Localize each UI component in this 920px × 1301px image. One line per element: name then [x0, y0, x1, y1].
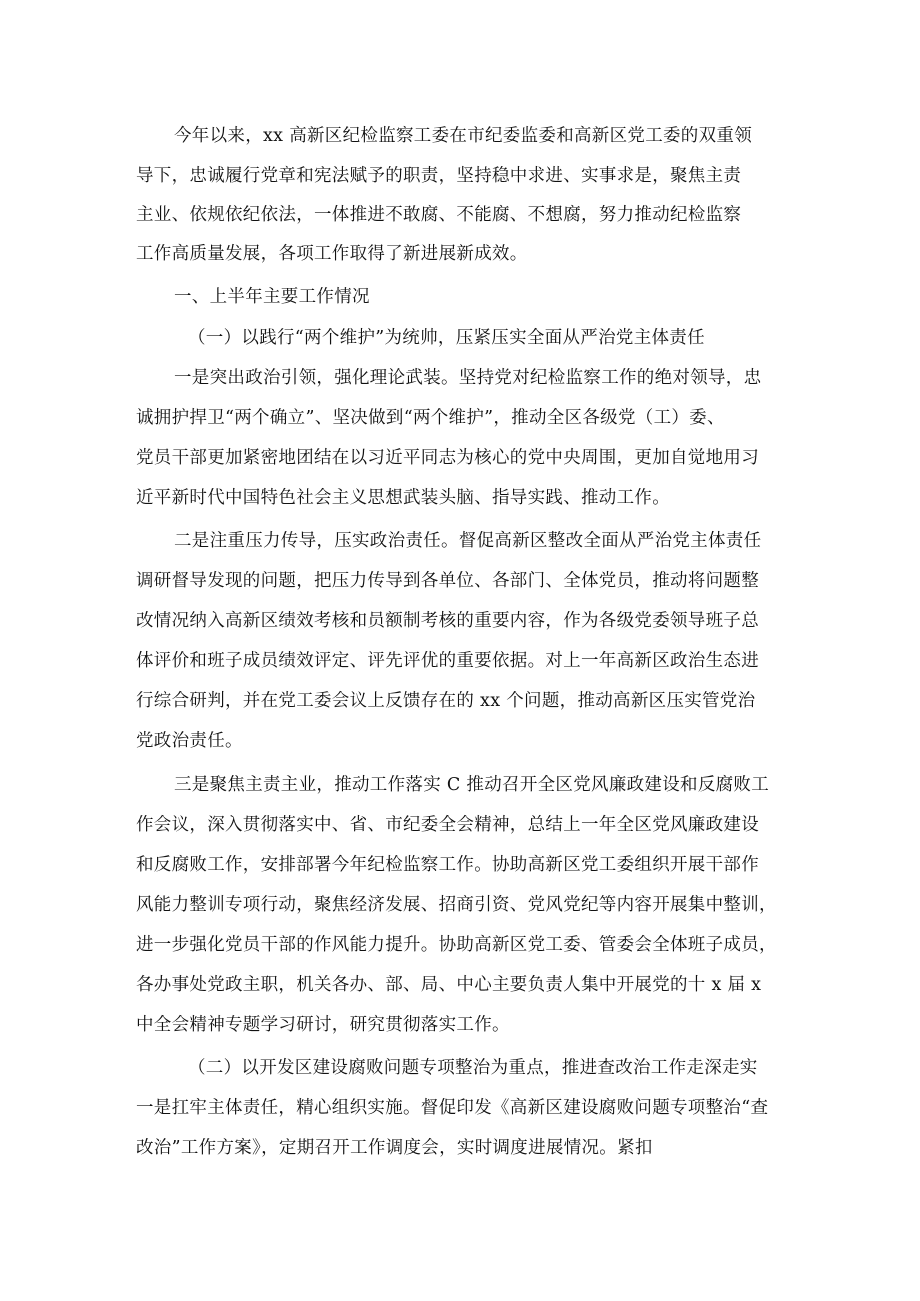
text-line: 近平新时代中国特色社会主义思想武装头脑、指导实践、推动工作。: [136, 488, 670, 508]
text-line: 一是扛牢主体责任，精心组织实施。督促印发《高新区建设腐败问题专项整治“查: [136, 1098, 769, 1118]
text-line: 诚拥护捍卫“两个确立”、坚决做到“两个维护”，推动全区各级党（工）委、: [136, 408, 725, 428]
text-line: 体评价和班子成员绩效评定、评先评优的重要依据。对上一年高新区政治生态进: [136, 651, 759, 671]
text-line: 党员干部更加紧密地团结在以习近平同志为核心的党中央周围，更加自觉地用习: [136, 448, 759, 468]
text-line: 一是突出政治引领，强化理论武装。坚持党对纪检监察工作的绝对领导，忠: [174, 368, 762, 388]
text-line: 今年以来，xx 高新区纪检监察工委在市纪委监委和高新区党工委的双重领: [174, 126, 752, 146]
text-line: 导下，忠诚履行党章和宪法赋予的职责，坚持稳中求进、实事求是，聚焦主责: [136, 166, 742, 186]
text-line: 和反腐败工作，安排部署今年纪检监察工作。协助高新区党工委组织开展干部作: [136, 855, 759, 875]
subsection-heading: （一）以践行“两个维护”为统帅，压紧压实全面从严治党主体责任: [188, 328, 705, 348]
text-line: 调研督导发现的问题，把压力传导到各单位、各部门、全体党员，推动将问题整: [136, 571, 759, 591]
text-line: 改治”工作方案》，定期召开工作调度会，实时调度进展情况。紧扣: [136, 1138, 653, 1158]
text-line: 作会议，深入贯彻落实中、省、市纪委全会精神，总结上一年全区党风廉政建设: [136, 815, 759, 835]
text-line: 党政治责任。: [136, 731, 243, 751]
text-line: 各办事处党政主职，机关各办、部、局、中心主要负责人集中开展党的十 x 届 x: [136, 975, 762, 995]
text-line: 工作高质量发展，各项工作取得了新进展新成效。: [136, 244, 528, 264]
text-line: 行综合研判，并在党工委会议上反馈存在的 xx 个问题，推动高新区压实管党治: [136, 691, 756, 711]
section-heading: 一、上半年主要工作情况: [174, 287, 370, 307]
text-line: 风能力整训专项行动，聚焦经济发展、招商引资、党风党纪等内容开展集中整训，: [136, 895, 777, 915]
text-line: 主业、依规依纪依法，一体推进不敢腐、不能腐、不想腐，努力推动纪检监察: [136, 205, 742, 225]
text-line: 三是聚焦主责主业，推动工作落实 C 推动召开全区党风廉政建设和反腐败工: [174, 775, 770, 795]
text-line: 进一步强化党员干部的作风能力提升。协助高新区党工委、管委会全体班子成员，: [136, 935, 777, 955]
text-line: 中全会精神专题学习研讨，研究贯彻落实工作。: [136, 1015, 510, 1035]
text-line: 改情况纳入高新区绩效考核和员额制考核的重要内容，作为各级党委领导班子总: [136, 611, 759, 631]
text-line: 二是注重压力传导，压实政治责任。督促高新区整改全面从严治党主体责任: [174, 531, 762, 551]
subsection-heading: （二）以开发区建设腐败问题专项整治为重点，推进查改治工作走深走实: [188, 1058, 758, 1078]
